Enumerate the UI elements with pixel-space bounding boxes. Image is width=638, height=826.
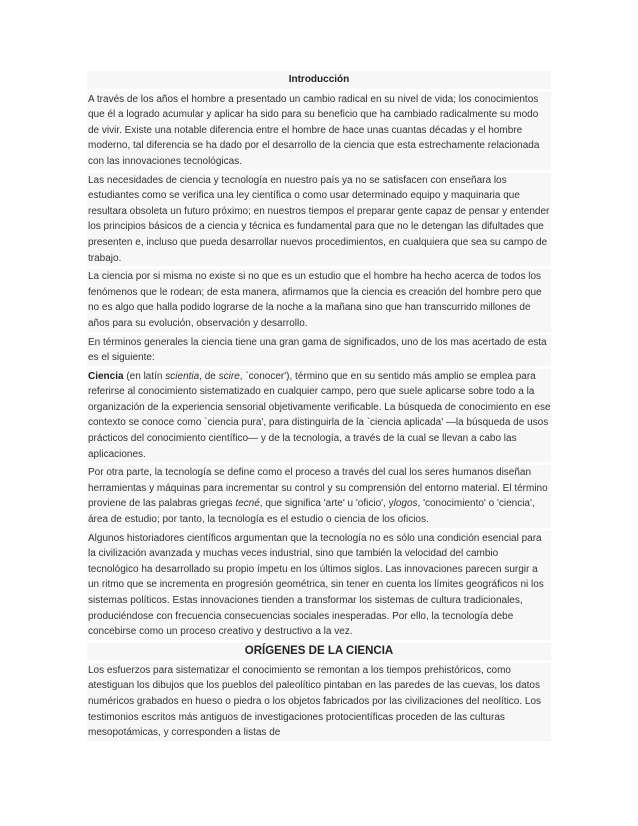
- text-segment: , que significa 'arte' u 'oficio', y: [259, 498, 394, 510]
- text-segment: , de: [199, 370, 219, 382]
- greek-term-tecne: tecné: [235, 498, 260, 510]
- paragraph-7: Algunos historiadores científicos argumentan que la tecnología no es sólo una condición esencial para la civilización avanzada y muchas veces industrial, sino que también la velocidad del cambio tecnológico ha desarrollado su propio ímpetu en los últimos siglos. Las innovaciones parecen surgir a un ritmo que se incrementa en progresión geométrica, sin tener en cuenta los límites geográficos ni los sistemas políticos. Estas innovaciones tienden a transformar los sistemas de cultura tradicionales, produciéndose con frecuencia consecuencias sociales inesperadas. Por ello, la tecnología debe concebirse como un proceso creativo y destructivo a la vez.: [87, 531, 551, 640]
- text-segment: Por otra parte, la tecnología se define como el proceso a través del cual los seres humanos diseñan herramientas y máquinas para incrementar su control y su comprensión del entorno material. El término proviene de las palabras griegas: [88, 467, 548, 510]
- text-segment: , 'conocimiento' o 'ciencia', área de estudio; por tanto, la tecnología es el estudio o ciencia de los oficios.: [88, 498, 535, 526]
- section-heading-origenes: ORÍGENES DE LA CIENCIA: [87, 643, 551, 660]
- paragraph-3: La ciencia por si misma no existe si no que es un estudio que el hombre ha hecho acerca de todos los fenómenos que le rodean; de esta manera, afirmamos que la ciencia es creación del hombre pero que no es algo que halla podido lograrse de la noche a la mañana sino que han transcurrido millones de años para su evolución, observación y desarrollo.: [87, 269, 551, 331]
- latin-verb: scire: [218, 370, 240, 382]
- paragraph-1: A través de los años el hombre a presentado un cambio radical en su nivel de vida; los conocimientos que él a logrado acumular y aplicar ha sido para su beneficio que ha cambiado radicalmente su modo de vivir. Existe una notable diferencia entre el hombre de hace unas cuantas décadas y el hombre moderno, tal diferencia se ha dado por el desarrollo de la ciencia que esta estrechamente relacionada con las innovaciones tecnológicas.: [87, 92, 551, 170]
- document-body: [87, 71, 551, 744]
- paragraph-2: Las necesidades de ciencia y tecnología en nuestro país ya no se satisfacen con enseñara los estudiantes como se verifica una ley científica o como usar determinado equipo y maquinaria que resultara obsoleta un futuro próximo; en nuestros tiempos el preparar gente capaz de pensar y entender los principios básicos de a ciencia y técnica es fundamental para que no le detengan las difultades que presenten e, incluso que pueda desarrollar nuevos procedimientos, en cualquiera que sea su campo de trabajo.: [87, 173, 551, 267]
- paragraph-8: Los esfuerzos para sistematizar el conocimiento se remontan a los tiempos prehistóricos, como atestiguan los dibujos que los pueblos del paleolítico pintaban en las paredes de las cuevas, los datos numéricos grabados en hueso o piedra o los objetos fabricados por las civilizaciones del neolítico. Los testimonios escritos más antiguos de investigaciones protocientíficas proceden de las culturas mesopotámicas, y corresponden a listas de: [87, 663, 551, 741]
- text-segment: , `conocer'), término que en su sentido más amplio se emplea para referirse al conocimiento sistematizado en cualquier campo, pero que suele aplicarse sobre todo a la organización de la experiencia sensorial objetivamente verificable. La búsqueda de conocimiento en ese contexto se conoce como `ciencia pura', para distinguirla de la `ciencia aplicada' —la búsqueda de usos prácticos del conocimiento científico— y de la tecnología, a través de la cual se llevan a cabo las aplicaciones.: [88, 370, 551, 460]
- paragraph-5-ciencia-definition: [87, 369, 551, 463]
- paragraph-4: En términos generales la ciencia tiene una gran gama de significados, uno de los mas acertado de esta es el siguiente:: [87, 335, 551, 366]
- section-heading-introduccion: Introducción: [87, 71, 551, 89]
- greek-term-logos: logos: [393, 498, 418, 510]
- paragraph-6-tecnologia: [87, 465, 551, 527]
- term-ciencia: Ciencia: [88, 370, 124, 382]
- text-segment: (en latín: [123, 370, 166, 382]
- latin-term: scientia: [165, 370, 200, 382]
